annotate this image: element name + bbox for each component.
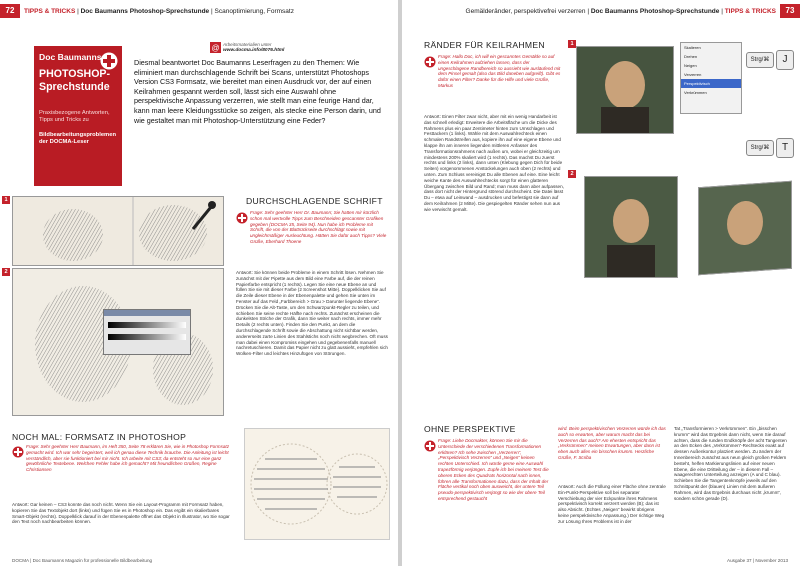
menu-item-drehen[interactable]: Drehen [684, 54, 698, 59]
column-desc-bold: Bildbearbeitungsproblemen der DOCMA-Leser [39, 132, 116, 146]
figure-number: 2 [568, 170, 576, 178]
key-ctrl-1: Strg/⌘ [746, 52, 774, 68]
header-topics-right: Gemälderänder, perspektivefrei verzerren [465, 8, 586, 15]
question-cross-icon [236, 212, 248, 224]
question-cross-icon [424, 56, 436, 68]
figure-painting-1 [576, 46, 674, 134]
answer-2: Antwort: Gar keinen – CS3 konnte das noch nicht. Wenn Sie ein Layout-Programm mit Formsatz haben, kopieren Sie das Textobjekt dort (links) und fügen Sie es in Photoshop ein. Das ergibt ein skalierbares Smart-Objekt (rechts). Doppelklick darauf in der Ebenenpalette öffnet das Objekt in Illustrator, wo Sie sogar den Text noch nachbearbeiten können. [12, 502, 230, 525]
question-2: Frage: Sehr geehrter Herr Baumann, im Heft 350, Seite 78 erklären Sie, wie in Photoshop Formsatz gemacht wird. Ich war sehr begeistert, weil ich genau diese Technik brauche. Die Anleitung ist leicht verständlich, aber sie funktioniert bei mir nicht. Ich arbeite mit CS3; da entsteht so nur eine ganz gewöhnliche Textebene. Welchen Fehler habe ich gemacht? Mit freundlichen Grüßen, Regine Christiansen [26, 444, 229, 473]
figure-1-engraving [12, 196, 224, 266]
answer-4-continued: Tat „Transformieren > Verkrümmen“. Ein „bisschen krumm“ wird das Ergebnis dann nicht, wenn Sie darauf achten, dass die runden Endknöpfe der acht Tangenten an den Ecken des „Verkrümmen“-Rechtecks exakt auf dessen Außenkontur platziert werden. Zu ändern der Innenbereich zunächst aus neun gleich großen Feldern besteht, helfen Markierungslinien auf einer neuen Ebene, die eine Dritteilung der – in diesem Fall – waagerechten Unterteilung anzeigen (A und C blau). Schieben Sie die Tangentenknöpfe jeweils auf den Schnittpunkt der (blauen) Linien mit dem äußeren Rahmen, wird das Ergebnis durchaus nicht „krumm“, sondern schön gerade (D). [674, 426, 787, 501]
heading-ohne-perspektive: OHNE PERSPEKTIVE [424, 424, 516, 434]
menu-item-verzerren[interactable]: Verzerren [684, 72, 702, 77]
column-author: Doc Baumanns [39, 52, 102, 62]
header-title-right: Doc Baumanns Photoshop-Sprechstunde [590, 8, 720, 15]
footer-right: Ausgabe 37 | November 2013 [727, 558, 788, 563]
at-sign-icon [210, 42, 221, 53]
figure-2-layer-options [12, 268, 224, 416]
question-cross-icon [424, 440, 436, 452]
answer-1: Antwort: Sie können beide Probleme in einem Schritt lösen. Nehmen Sie zunächst mit der Pipette aus dem Bild eine Farbe auf, die der reinen Papierfarbe entspricht (1 rechts). Legen Sie eine neue Ebene an und füllen Sie sie mit dieser Farbe (2 Screenshot Mitte). Doppelklicken Sie auf die Zeile dieser Ebene in der Ebenenpalette und gehen Sie unten im Fenster auf das Feld „Farbbereich > Grau > Darunter liegende Ebene“. Drücken Sie die Alt-Taste, um den Schwarzpunkt-Regler zu teilen, und schieben Sie seine rechte Hälfte nach rechts. Zunächst erscheinen die dunkelsten Striche der Grafik, dann Sie weiter nach rechts, immer mehr Details (2 rechts unten). Finden Sie den Punkt, an dem die durchschlagende Schrift sowie die Abschattung nicht sichtbar werden, andererseits zarte Linien des Stahlstichs noch nicht wegbrechen. Oft muss man dabei einen Kompromiss eingehen und gegebenenfalls manuell nachretuschieren. Damit das Papier nicht zu glatt aussieht, empfehlen sich Wolken-Filter und leichtes Hinzufügen von Störungen. [236, 270, 388, 357]
first-aid-cross-icon [100, 52, 118, 70]
question-4-continued: wird. Beim perspektivischen Verzerren würde ich das auch so erwarten, aber warum macht das bei Verzerren das auch? Am ehesten entspricht das „Verkrümmen“ meinen Erwartungen, aber dann ist eben auch alles ein bisschen krumm. Herzliche Grüße, F. Scriba [558, 426, 666, 460]
question-4: Frage: Liebe Docmakter, können Sie mir die Unterschiede der verschiedenen Transformationen erklären? Ich sehe zwischen „Verzerren“, „Perspektivisch Verzerren“ und „Neigen“ keinen rechten Unterschied. Ich würde gerne eine Auswahl trapezförmig verjüngen. Zupfe ich bei meinem Test die oberen Ecken des Quadrats horizontal nach innen, führen alle Transformationen dazu, dass der Inhalt der Fläche vertikal noch oben ausweicht, der untere Teil pseudo-perspektivisch verjüngt so wie der obere Teil entsprechend gestaucht [438, 438, 549, 501]
column-title-2: Sprechstunde [39, 81, 110, 93]
key-j: J [776, 50, 794, 70]
figure-number: 1 [568, 40, 576, 48]
column-title-1: PHOTOSHOP- [39, 68, 111, 80]
column-box [34, 46, 122, 186]
right-page [402, 0, 800, 566]
header-title: Doc Baumanns Photoshop-Sprechstunde [80, 8, 210, 15]
svg-text:@: @ [211, 43, 220, 53]
menu-item-perspektivisch[interactable]: Perspektivisch [681, 79, 741, 88]
footer-left: DOCMA | Doc Baumanns Magazin für professionelle Bildbearbeitung [12, 558, 153, 563]
materials-label: Arbeitsmaterialien unter [223, 42, 272, 47]
answer-3: Antwort: Einen Filter zwar nicht, aber mit ein wenig Handarbeit ist das schnell erledigt: Erweitere die Arbeitsfläche um die Dicke des Rahmens plus ein paar Zentimeter hinten zum Umschlagen und Festtackern (1 links). Wähle mit dem Auswahlrechteck einen schmalen Randstreifen aus, kopiere ihn auf eine eigene Ebene und klappe ihn am inneren liegenden mittleren Anfasser des Transformationsrahmens nach außen um, wobei er gleichzeitig um mindestens 200% skaliert wird (1 rechts). Das machst Du zuerst rechts und links (2 links), dann unten (Klebung gegen Dich für beide Seiten) vorgenommenen Anstückelungen auch oben (2 rechts) und unten. Zum Schluss vereinigst Du alle Ebenen auf eine. Eine leicht weiche Kante des Auswahlrechtecks sorgt für einen glatteren Übergang zwischen Bild und Rand; man muss dann aber aufpassen, dass dort nicht der Hintergrund störend durchscheint. Die Datei lässt Du – etwa auf Leinwand – ausdrucken und befestigst sie dann auf dem Keilrahmen (2 Mitte). Die gespiegelten Ränder sehen nun aus wie verwischt gemalt. [424, 114, 564, 212]
header-section: TIPPS & TRICKS [24, 8, 76, 15]
menu-item-verkruemmen[interactable]: Verkrümmen [684, 90, 707, 95]
eyedropper-icon [189, 199, 217, 231]
header-right: Gemälderänder, perspektivefrei verzerren | Doc Baumanns Photoshop-Sprechstunde | TIPPS & TRICKS [465, 8, 776, 15]
page-number-left: 72 [0, 4, 20, 18]
menu-item-skalieren[interactable]: Skalieren [684, 45, 701, 50]
transform-diagrams [424, 314, 790, 410]
key-ctrl-2: Strg/⌘ [746, 140, 774, 156]
heading-raender: RÄNDER FÜR KEILRAHMEN [424, 40, 545, 50]
figure-painting-3 [698, 181, 792, 276]
left-page [0, 0, 398, 566]
stretched-canvas-illustration [699, 182, 791, 274]
answer-4: Antwort: Auch die Füllung einer Fläche ohne zentrale Ein-Punkt-Perspektive soll bei separater Verschiebung der vier Eckpunkte ihres Rahmens perspektivisch korrekt verzerrt werden (B); das ist also Absicht. (Echtes „Neigen“ bewirkt übrigens keine perspektivische Anpassung.) Der richtige Weg zur Lösung Ihres Problems ist in der [558, 484, 666, 524]
header-topics: Scanoptimierung, Formsatz [214, 8, 294, 15]
question-3: Frage: Hallo Doc, ich will ein gescanntes Gemälde so auf einen Keilrahmen aufziehen lassen, dass der ungeschlagene Randbereich so aussieht wie ausläufend mit dem Pinsel gemalt (also das Bild daneben aufgreift). Gibt es dafür einen Filter? Danke für die Hilfe und viele Grüße, Markus [438, 54, 561, 88]
header-section-right: TIPPS & TRICKS [724, 8, 776, 15]
header-left: TIPPS & TRICKS | Doc Baumanns Photoshop-Sprechstunde | Scanoptimierung, Formsatz [24, 8, 294, 15]
figure-number: 1 [2, 196, 10, 204]
intro-text: Diesmal beantwortet Doc Baumanns Leserfragen zu den Themen: Wie eliminiert man durchschlagende Schrift bei Scans, unterstützt Photoshops Version CS3 Formsatz, wie bereitet man einen Ausdruck vor, der auf einen Keilrahmen gespannt werden soll, lässt sich eine Auswahl ohne perspektivische Anpassung verzerren, wie stellt man eine feurige Hand dar, kann man leere Kleidungsstücke so zeigen, als stecke eine Person darin, und wie gestaltet man mit Photoshop-Unterstützung eine Feder? [134, 58, 381, 125]
materials-url[interactable]: www.docma.info/8076.html [223, 48, 285, 53]
figure-circular-text [244, 428, 390, 540]
canvas-wrap-illustration [585, 177, 677, 277]
heading-durchschlagende-schrift: DURCHSCHLAGENDE SCHRIFT [246, 196, 383, 206]
question-1: Frage: Sehr geehrter Herr Dr. Baumann; Sie hatten mir kürzlich schon mal wertvolle Tipps zum Beschneiden gescannter Grafiken gegeben (DOCMA 35, Seite 94). Nun habe ich Probleme mit Schrift, die von der Blattrückseite durchschlägt sowie mit ungleichmäßiger Ausleuchtung. Hätten Sie dafür auch Tipps? Viele Grüße, Eberhard Thoene [250, 210, 387, 244]
column-desc: Praxisbezogene Antworten, Tipps und Tricks zu [39, 110, 110, 124]
page-number-right: 73 [780, 4, 800, 18]
portrait-painting-illustration [577, 47, 673, 133]
key-t: T [776, 138, 794, 158]
figure-painting-2 [584, 176, 678, 278]
menu-item-neigen[interactable]: Neigen [684, 63, 697, 68]
figure-number: 2 [2, 268, 10, 276]
heading-formsatz: NOCH MAL: FORMSATZ IN PHOTOSHOP [12, 432, 187, 442]
blend-options-dialog [103, 309, 191, 355]
shaped-text-graphic [245, 429, 389, 539]
transform-menu [680, 42, 742, 114]
question-cross-icon [12, 446, 24, 458]
